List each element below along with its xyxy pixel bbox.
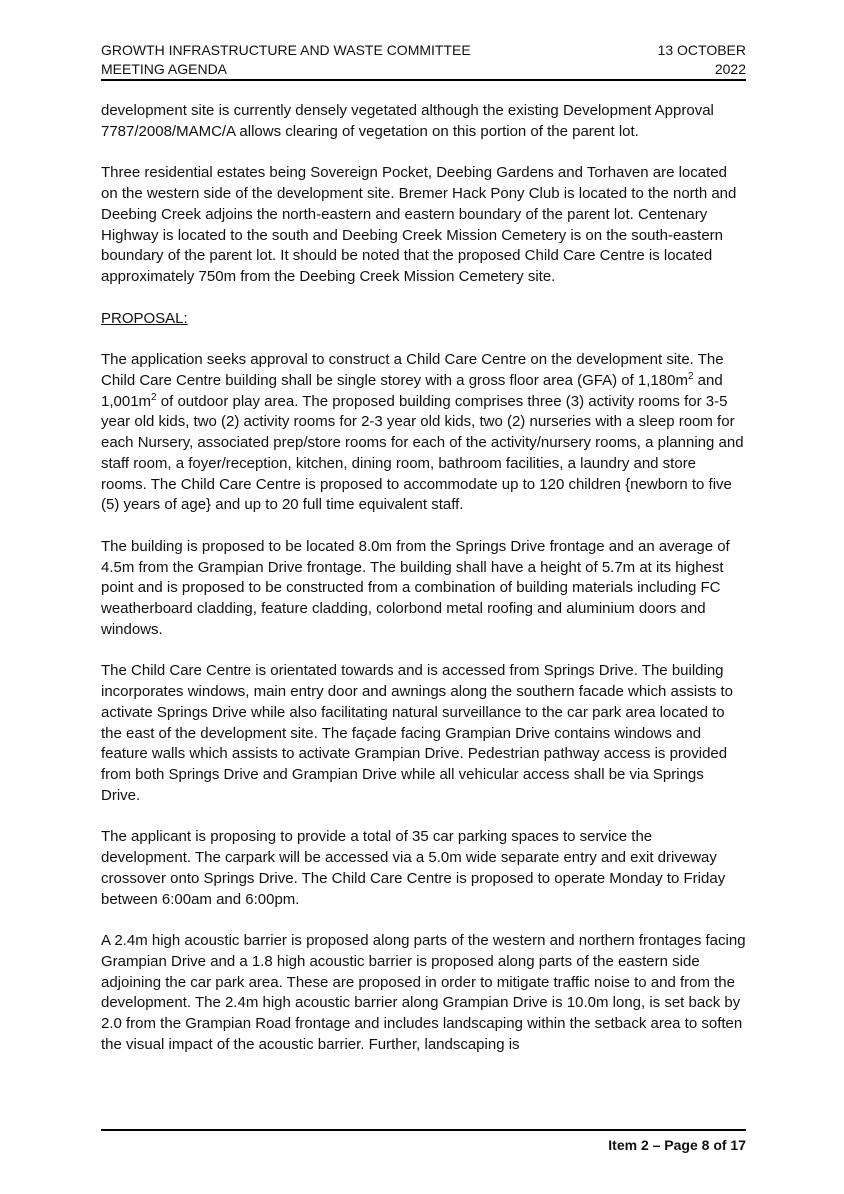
document-page	[101, 40, 746, 1053]
paragraph-acoustic-barrier: A 2.4m high acoustic barrier is proposed along parts of the western and northern frontages facing Grampian Drive and a 1.8 high acoustic barrier is proposed along parts of the eastern side adjoining the car park area. These are proposed in order to mitigate traffic noise to and from the development. The 2.4m high acoustic barrier along Grampian Drive is 10.0m long, is set back by 2.0 from the Grampian Road frontage and includes landscaping within the setback area to soften the visual impact of the acoustic barrier. Further, landscaping is	[101, 932, 746, 1053]
header-committee-title	[101, 41, 471, 79]
section-heading-proposal: PROPOSAL:	[101, 309, 188, 327]
header-date-year: 2022	[714, 61, 746, 77]
paragraph-application-text-a: The application seeks approval to construct a Child Care Centre on the development site. The Child Care Centre building shall be single storey with a gross floor area (GFA) of 1,180m	[101, 351, 724, 389]
superscript-squared-1: 2	[687, 370, 694, 382]
paragraph-application-text-b: and 1,001m	[101, 371, 723, 410]
paragraph-car-parking: The applicant is proposing to provide a total of 35 car parking spaces to service the development. The carpark will be accessed via a 5.0m wide separate entry and exit driveway crossover onto Springs Drive. The Child Care Centre is proposed to operate Monday to Friday between 6:00am and 6:00pm.	[101, 828, 726, 908]
header-meeting-agenda: MEETING AGENDA	[101, 61, 228, 77]
paragraph-building-setbacks: The building is proposed to be located 8.0m from the Springs Drive frontage and an average of 4.5m from the Grampian Drive frontage. The building shall have a height of 5.7m at its highest point and is proposed to be constructed from a combination of building materials including FC weatherboard cladding, feature cladding, colorbond metal roofing and aluminium doors and windows.	[101, 537, 730, 638]
paragraph-surrounding-estates: Three residential estates being Sovereign Pocket, Deebing Gardens and Torhaven are located on the western side of the development site. Bremer Hack Pony Club is located to the north and Deebing Creek adjoins the north-eastern and eastern boundary of the parent lot. Centenary Highway is located to the south and Deebing Creek Mission Cemetery is on the south-eastern boundary of the parent lot. It should be noted that the proposed Child Care Centre is located approximately 750m from the Deebing Creek Mission Cemetery site.	[101, 164, 737, 285]
paragraph-site-vegetation: development site is currently densely vegetated although the existing Development Approval 7787/2008/MAMC/A allows clearing of vegetation on this portion of the parent lot.	[101, 102, 714, 140]
footer-page-number: Item 2 – Page 8 of 17	[608, 1137, 746, 1153]
superscript-squared-2: 2	[151, 391, 157, 403]
page-footer	[101, 1129, 746, 1153]
document-body	[101, 101, 746, 1076]
header-date	[658, 41, 746, 79]
paragraph-orientation-access: The Child Care Centre is orientated towards and is accessed from Springs Drive. The building incorporates windows, main entry door and awnings along the southern facade which assists to activate Springs Drive while also facilitating natural surveillance to the car park area located to the east of the development site. The façade facing Grampian Drive contains windows and feature walls which assists to activate Grampian Drive. Pedestrian pathway access is provided from both Springs Drive and Grampian Drive while all vehicular access shall be via Springs Drive.	[101, 662, 734, 804]
paragraph-application-summary	[101, 350, 746, 516]
header-date-day-month: 13 OCTOBER	[657, 42, 746, 58]
header-committee-name: GROWTH INFRASTRUCTURE AND WASTE COMMITTEE	[101, 42, 471, 58]
page-header	[101, 40, 746, 81]
paragraph-application-text-c: of outdoor play area. The proposed building comprises three (3) activity rooms for 3-5 year old kids, two (2) activity rooms for 2-3 year old kids, two (2) nurseries with a sleep room for each Nursery, associated prep/store rooms for each of the activity/nursery rooms, a planning and staff room, a foyer/reception, kitchen, dining room, bathroom facilities, a laundry and store rooms. The Child Care Centre is proposed to accommodate up to 120 children {newborn to five (5) years of age} and up to 20 full time equivalent staff.	[101, 392, 744, 514]
